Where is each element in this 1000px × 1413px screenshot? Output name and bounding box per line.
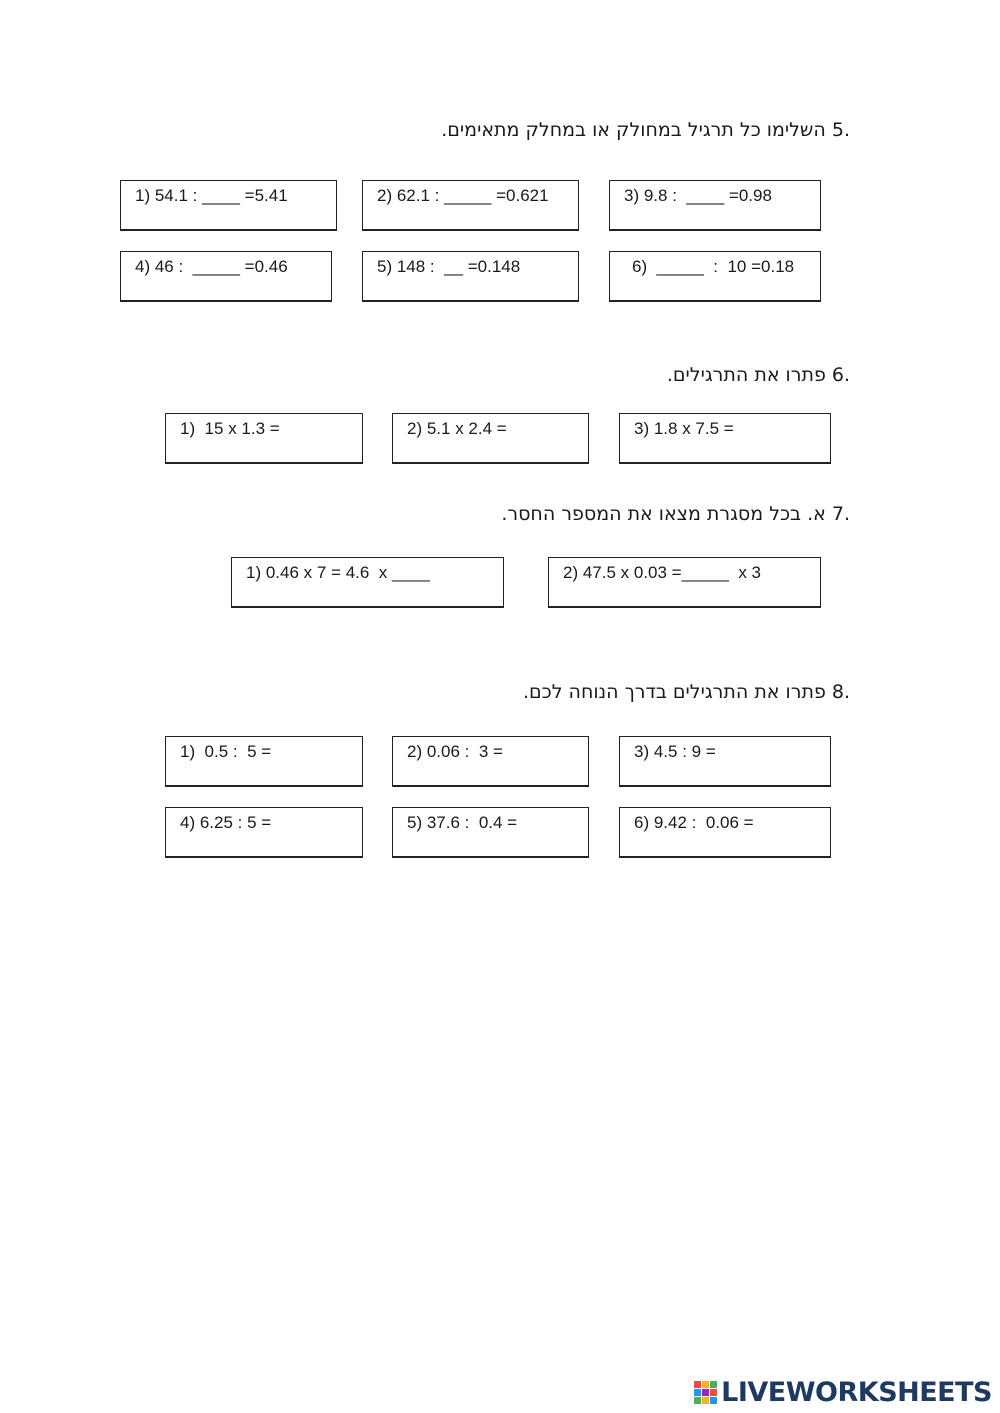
q8-exercise-6 bbox=[619, 807, 831, 858]
q6-number: 6. bbox=[831, 364, 850, 386]
q6-title: פתרו את התרגילים. bbox=[666, 364, 826, 386]
exercise-text: 1) 15 x 1.3 = bbox=[180, 419, 280, 438]
q5-number: 5. bbox=[831, 119, 850, 141]
q5-exercise-5 bbox=[362, 251, 579, 302]
q6-exercise-3 bbox=[619, 413, 831, 464]
q8-heading bbox=[523, 681, 850, 703]
exercise-text: 4) 6.25 : 5 = bbox=[180, 813, 272, 832]
q5-title: השלימו כל תרגיל במחולק או במחלק מתאימים. bbox=[441, 119, 826, 141]
exercise-text: 2) 47.5 x 0.03 =_____ x 3 bbox=[563, 563, 762, 582]
q8-exercise-4 bbox=[165, 807, 363, 858]
q5-exercise-2 bbox=[362, 180, 579, 231]
q7-title: א. בכל מסגרת מצאו את המספר החסר. bbox=[501, 503, 826, 525]
q7-exercise-1 bbox=[231, 557, 504, 608]
q6-exercise-1 bbox=[165, 413, 363, 464]
exercise-text: 3) 9.8 : ____ =0.98 bbox=[624, 186, 772, 205]
logo-icon bbox=[694, 1381, 717, 1404]
q6-exercise-2 bbox=[392, 413, 589, 464]
q5-exercise-3 bbox=[609, 180, 821, 231]
exercise-text: 5) 148 : __ =0.148 bbox=[377, 257, 521, 276]
q8-exercise-2 bbox=[392, 736, 589, 787]
liveworksheets-logo bbox=[694, 1376, 992, 1408]
q7-exercise-2 bbox=[548, 557, 821, 608]
q5-exercise-6 bbox=[609, 251, 821, 302]
exercise-text: 6) _____ : 10 =0.18 bbox=[632, 257, 795, 276]
q5-heading bbox=[441, 119, 850, 141]
exercise-text: 3) 1.8 x 7.5 = bbox=[634, 419, 734, 438]
logo-text: LIVEWORKSHEETS bbox=[721, 1376, 992, 1408]
exercise-text: 2) 5.1 x 2.4 = bbox=[407, 419, 507, 438]
exercise-text: 1) 54.1 : ____ =5.41 bbox=[135, 186, 288, 205]
q7-heading bbox=[501, 503, 850, 525]
q5-exercise-4 bbox=[120, 251, 332, 302]
q8-number: 8. bbox=[831, 681, 850, 703]
q8-exercise-1 bbox=[165, 736, 363, 787]
q8-exercise-5 bbox=[392, 807, 589, 858]
q6-heading bbox=[667, 364, 850, 386]
exercise-text: 4) 46 : _____ =0.46 bbox=[135, 257, 288, 276]
q8-title: פתרו את התרגילים בדרך הנוחה לכם. bbox=[523, 681, 826, 703]
q5-exercise-1 bbox=[120, 180, 337, 231]
q7-number: 7. bbox=[831, 503, 850, 525]
exercise-text: 1) 0.5 : 5 = bbox=[180, 742, 272, 761]
exercise-text: 2) 62.1 : _____ =0.621 bbox=[377, 186, 549, 205]
q8-exercise-3 bbox=[619, 736, 831, 787]
exercise-text: 5) 37.6 : 0.4 = bbox=[407, 813, 518, 832]
exercise-text: 3) 4.5 : 9 = bbox=[634, 742, 716, 761]
exercise-text: 6) 9.42 : 0.06 = bbox=[634, 813, 754, 832]
exercise-text: 2) 0.06 : 3 = bbox=[407, 742, 503, 761]
exercise-text: 1) 0.46 x 7 = 4.6 x ____ bbox=[246, 563, 430, 582]
